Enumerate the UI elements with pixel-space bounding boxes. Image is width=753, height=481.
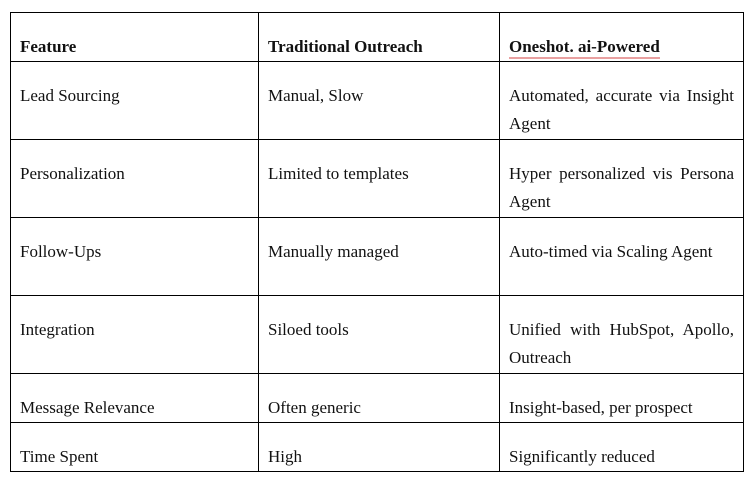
cell-oneshot: Hyper personalized vis Persona Agent: [500, 140, 744, 218]
cell-oneshot: Unified with HubSpot, Apollo, Outreach: [500, 296, 744, 374]
cell-feature: Message Relevance: [11, 374, 259, 423]
cell-traditional: High: [259, 423, 500, 472]
cell-oneshot: Automated, accurate via Insight Agent: [500, 62, 744, 140]
cell-traditional: Siloed tools: [259, 296, 500, 374]
header-traditional-outreach: Traditional Outreach: [259, 13, 500, 62]
cell-feature: Follow-Ups: [11, 218, 259, 296]
cell-feature: Integration: [11, 296, 259, 374]
table-row: [11, 62, 744, 140]
header-feature: Feature: [11, 13, 259, 62]
cell-feature: Personalization: [11, 140, 259, 218]
table-row: [11, 218, 744, 296]
table-row: [11, 296, 744, 374]
cell-oneshot: Auto-timed via Scaling Agent: [500, 218, 744, 296]
cell-oneshot: Significantly reduced: [500, 423, 744, 472]
comparison-table: [10, 12, 744, 472]
cell-traditional: Limited to templates: [259, 140, 500, 218]
header-oneshot-ai-powered: [500, 13, 744, 62]
header-oneshot-text: Oneshot. ai-Powered: [509, 37, 660, 59]
table-row: [11, 140, 744, 218]
cell-oneshot: Insight-based, per prospect: [500, 374, 744, 423]
cell-feature: Lead Sourcing: [11, 62, 259, 140]
cell-traditional: Manually managed: [259, 218, 500, 296]
cell-traditional: Often generic: [259, 374, 500, 423]
table-row: [11, 423, 744, 472]
table-header-row: [11, 13, 744, 62]
cell-traditional: Manual, Slow: [259, 62, 500, 140]
table-row: [11, 374, 744, 423]
cell-feature: Time Spent: [11, 423, 259, 472]
